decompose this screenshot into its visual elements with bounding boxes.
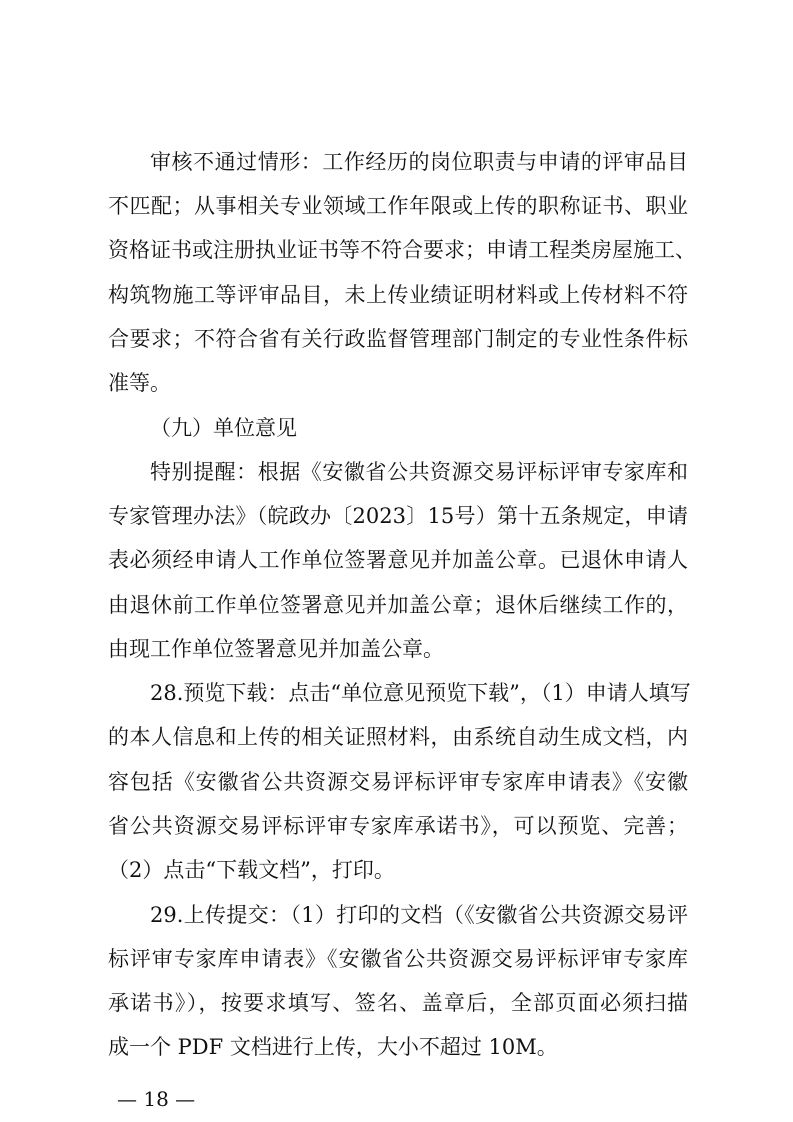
paragraph-line: 资格证书或注册执业证书等不符合要求；申请工程类房屋施工、: [108, 238, 696, 262]
paragraph-line: 专家管理办法》（皖政办〔2023〕15号）第十五条规定，申请: [108, 504, 688, 528]
paragraph-line: 由退休前工作单位签署意见并加盖公章；退休后继续工作的，: [108, 593, 688, 617]
paragraph-line: 容包括《安徽省公共资源交易评标评审专家库申请表》《安徽: [108, 770, 688, 794]
paragraph-line: 构筑物施工等评审品目，未上传业绩证明材料或上传材料不符: [108, 283, 688, 307]
paragraph-line: 特别提醒：根据《安徽省公共资源交易评标评审专家库和: [150, 460, 688, 484]
paragraph-line: 承诺书》），按要求填写、签名、盖章后，全部页面必须扫描: [108, 991, 688, 1015]
paragraph-line: 合要求；不符合省有关行政监督管理部门制定的专业性条件标: [108, 327, 688, 351]
paragraph-line: 审核不通过情形：工作经历的岗位职责与申请的评审品目: [150, 150, 688, 174]
paragraph-line: 不匹配；从事相关专业领域工作年限或上传的职称证书、职业: [108, 194, 688, 218]
page-number: — 18 —: [117, 1087, 196, 1111]
paragraph-line: 标评审专家库申请表》《安徽省公共资源交易评标评审专家库: [108, 947, 688, 971]
paragraph-line: 准等。: [108, 371, 171, 395]
paragraph-line: （2）点击“下载文档”，打印。: [108, 858, 395, 882]
section-heading: （九）单位意见: [150, 416, 297, 440]
paragraph-line: 表必须经申请人工作单位签署意见并加盖公章。已退休申请人: [108, 548, 688, 572]
paragraph-line: 成一个 PDF 文档进行上传，大小不超过 10M。: [108, 1035, 558, 1059]
paragraph-line: 由现工作单位签署意见并加盖公章。: [108, 637, 444, 661]
paragraph-line: 的本人信息和上传的相关证照材料，由系统自动生成文档，内: [108, 725, 688, 749]
paragraph-line: 28.预览下载：点击“单位意见预览下载”，（1）申请人填写: [150, 681, 691, 705]
paragraph-line: 省公共资源交易评标评审专家库承诺书》，可以预览、完善；: [108, 814, 688, 838]
paragraph-line: 29.上传提交：（1）打印的文档（《安徽省公共资源交易评: [150, 903, 688, 927]
